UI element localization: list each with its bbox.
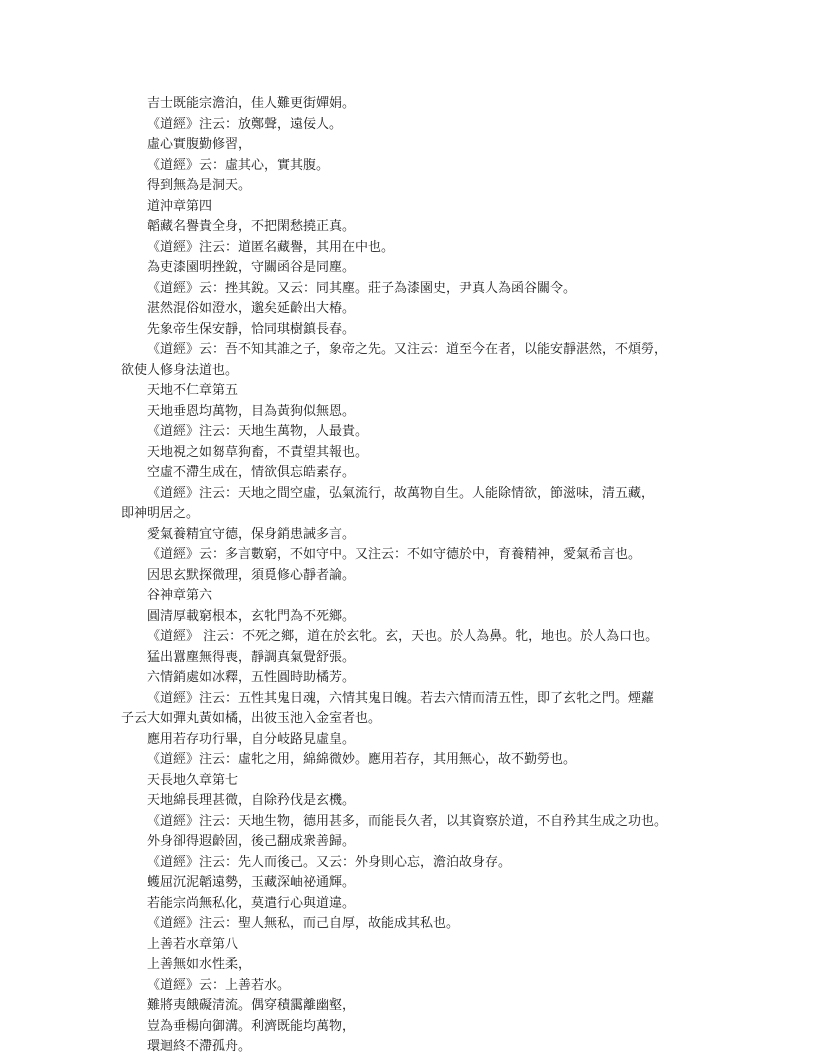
text-line: 湛然混俗如澄水，邈矣延齡出大椿。 — [147, 301, 356, 316]
text-line: 《道經》云：吾不知其誰之子，象帝之先。又注云：道至今在者，以能安靜湛然，不煩勞， — [147, 342, 668, 357]
text-line: 愛氣養精宜守德，保身銷患誡多言。 — [147, 526, 356, 542]
text-line: 六情銷處如冰釋，五性圓時助橘芳。 — [147, 670, 356, 685]
text-line: 天地視之如芻草狗畜，不責望其報也。 — [147, 444, 369, 460]
text-line: 韜藏名譽貴全身，不把閑愁撓正真。 — [147, 219, 356, 234]
text-line: 谷神章第六 — [147, 588, 213, 603]
text-line: 欲使人修身法道也。 — [121, 362, 239, 378]
text-line: 難將夷餓礙清流。偶穿積靄離幽壑， — [147, 998, 356, 1013]
text-line: 《道經》 注云：不死之鄉，道在於玄牝。玄，天也。於人為鼻。牝，地也。於人為口也。 — [147, 629, 659, 644]
text-line: 《道經》注云：先人而後己。又云：外身則心忘，澹泊故身存。 — [147, 854, 512, 870]
text-line: 《道經》注云：五性其鬼日魂，六情其鬼日魄。若去六情而清五性，即了玄牝之門。煙蘿 — [147, 690, 655, 706]
text-line: 因思玄默探微理，須覓修心靜者論。 — [147, 567, 356, 583]
text-line: 即神明居之。 — [121, 506, 200, 521]
document-body — [121, 94, 701, 1058]
text-line: 道沖章第四 — [147, 198, 213, 214]
text-line: 《道經》注云：虛牝之用，綿綿微妙。應用若存，其用無心，故不勤勞也。 — [147, 752, 577, 767]
text-line: 上善若水章第八 — [147, 936, 239, 952]
text-line: 天地綿長理甚微，自除矜伐是玄機。 — [147, 793, 356, 808]
text-line: 虛心實腹勤修習， — [147, 137, 252, 152]
text-line: 得到無為是洞天。 — [147, 178, 252, 193]
text-line: 《道經》注云：天地之間空虛，弘氣流行，故萬物自生。人能除情欲，節滋味，清五藏， — [147, 485, 655, 501]
text-line: 吉士既能宗澹泊，佳人難更街嬋娟。 — [147, 96, 356, 111]
text-line: 《道經》云：虛其心，實其腹。 — [147, 157, 330, 173]
text-line: 《道經》云：挫其銳。又云：同其塵。莊子為漆園史，尹真人為函谷關令。 — [147, 280, 577, 296]
text-line: 《道經》注云：聖人無私，而己自厚，故能成其私也。 — [147, 916, 460, 931]
text-line: 豈為垂楊向御溝。利濟既能均萬物， — [147, 1018, 356, 1034]
text-line: 天長地久章第七 — [147, 772, 239, 788]
text-line: 應用若存功行畢，自分岐路見虛皇。 — [147, 731, 356, 747]
text-line: 猛出囂塵無得喪，靜調真氣覺舒張。 — [147, 649, 356, 665]
text-line: 若能宗尚無私化，莫遣行心與道違。 — [147, 895, 356, 911]
text-line: 天地不仁章第五 — [147, 383, 239, 398]
text-line: 《道經》云：上善若水。 — [147, 977, 291, 993]
text-line: 《道經》注云：放鄭聲，遠佞人。 — [147, 116, 343, 132]
text-line: 《道經》注云：天地生萬物，人最貴。 — [147, 424, 369, 439]
text-line: 《道經》注云：道匿名藏譽，其用在中也。 — [147, 239, 395, 255]
text-line: 《道經》注云：天地生物，德用甚多，而能長久者，以其資察於道，不自矜其生成之功也。 — [147, 813, 668, 829]
text-line: 天地垂恩均萬物，目為黃狗似無恩。 — [147, 403, 356, 419]
text-line: 外身卻得遐齡固，後己翻成衆善歸。 — [147, 834, 356, 849]
text-line: 環迴終不滯孤舟。 — [147, 1039, 252, 1054]
text-line: 先象帝生保安靜，恰同琪樹鎮長春。 — [147, 321, 356, 337]
text-line: 為吏漆園明挫銳，守關函谷是同塵。 — [147, 260, 356, 275]
text-line: 圓清厚載窮根本，玄牝門為不死鄉。 — [147, 608, 356, 624]
text-line: 子云大如彈丸黃如橘，出彼玉池入金室者也。 — [121, 711, 382, 726]
text-line: 上善無如水性柔， — [147, 957, 252, 972]
text-line: 空虛不滯生成在，情欲俱忘皓素存。 — [147, 465, 356, 480]
text-line: 《道經》云：多言數窮，不如守中。又注云：不如守德於中，育養精神，愛氣希言也。 — [147, 547, 642, 562]
text-line: 蠖屈沉泥韜遠勢，玉藏深岫祕通輝。 — [147, 875, 356, 890]
